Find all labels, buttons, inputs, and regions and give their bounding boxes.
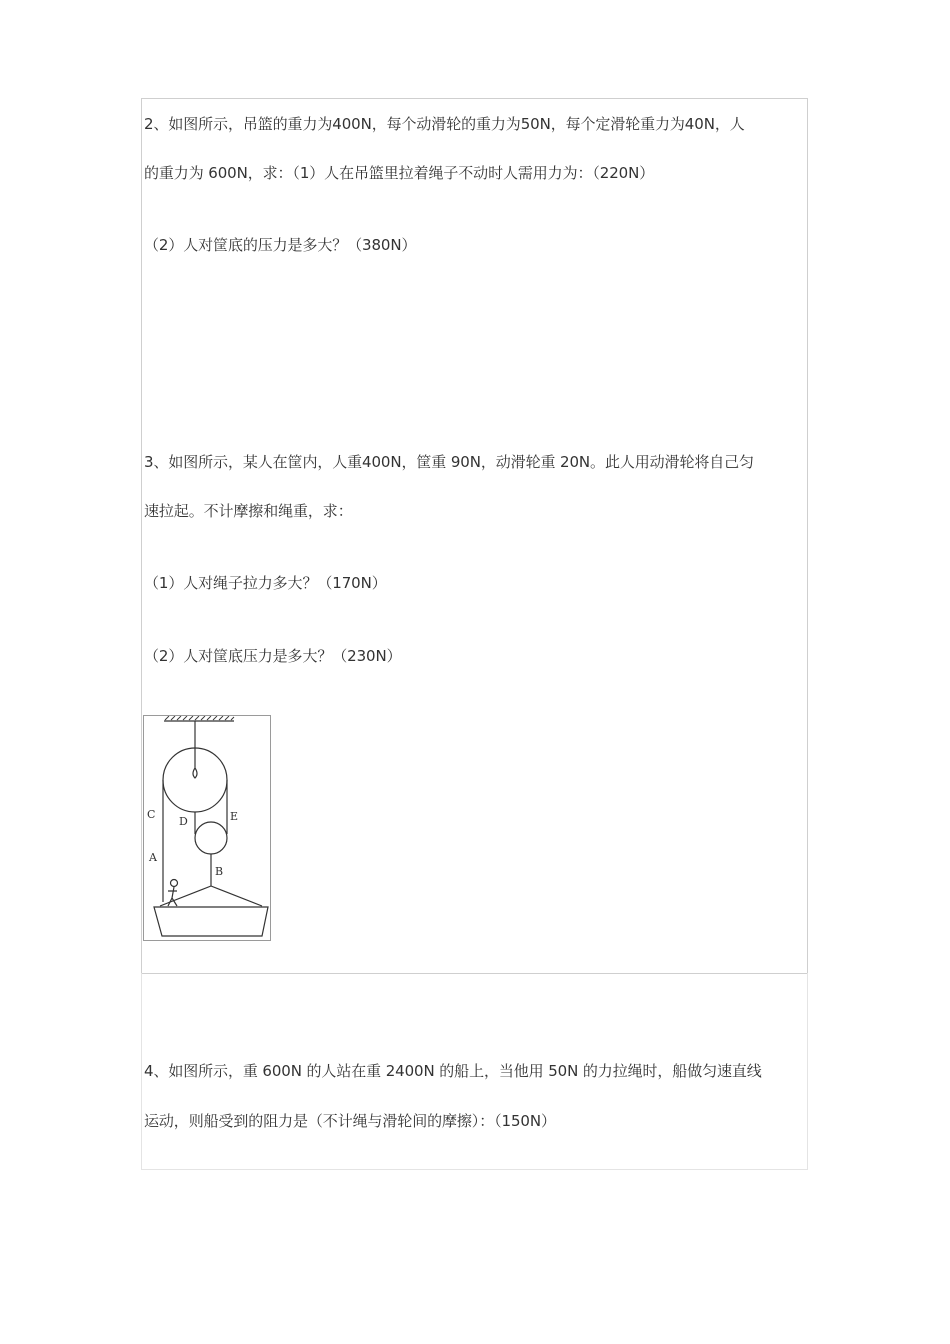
basket [154, 907, 268, 936]
problem-3-line-3: （1）人对绳子拉力多大？（170N） [144, 574, 387, 592]
problem-4-line-2: 运动，则船受到的阻力是（不计绳与滑轮间的摩擦）：（150N） [144, 1112, 556, 1130]
ceiling-hatch [165, 716, 234, 720]
problem-3-line-2: 速拉起。不计摩擦和绳重，求： [144, 502, 353, 520]
person-head [171, 880, 178, 887]
pulley-basket-diagram [144, 716, 270, 940]
person-body [168, 887, 177, 906]
figure-label-b: B [215, 865, 224, 878]
problem-3-line-1: 3、如图所示，某人在筐内，人重400N，筐重 90N，动滑轮重 20N。此人用动滑轮将自己匀 [144, 453, 754, 471]
movable-pulley [195, 822, 227, 854]
problem-2-line-3: （2）人对筐底的压力是多大？（380N） [144, 236, 417, 254]
problem-2-line-2: 的重力为 600N，求：（1）人在吊篮里拉着绳子不动时人需用力为：（220N） [144, 164, 655, 182]
problem-3-line-4: （2）人对筐底压力是多大？（230N） [144, 647, 402, 665]
pulley-basket-figure [143, 715, 271, 941]
pulley-hook [193, 746, 197, 778]
problem-2-line-1: 2、如图所示，吊篮的重力为400N，每个动滑轮的重力为50N，每个定滑轮重力为40N，人 [144, 115, 745, 133]
basket-wire-left [160, 886, 211, 906]
figure-label-c: C [147, 808, 156, 821]
basket-wire-right [211, 886, 262, 906]
problem-4-line-1: 4、如图所示，重 600N 的人站在重 2400N 的船上，当他用 50N 的力拉绳时，船做匀速直线 [144, 1062, 762, 1080]
figure-label-e: E [230, 810, 239, 823]
figure-label-d: D [179, 815, 188, 828]
figure-label-a: A [149, 851, 157, 864]
